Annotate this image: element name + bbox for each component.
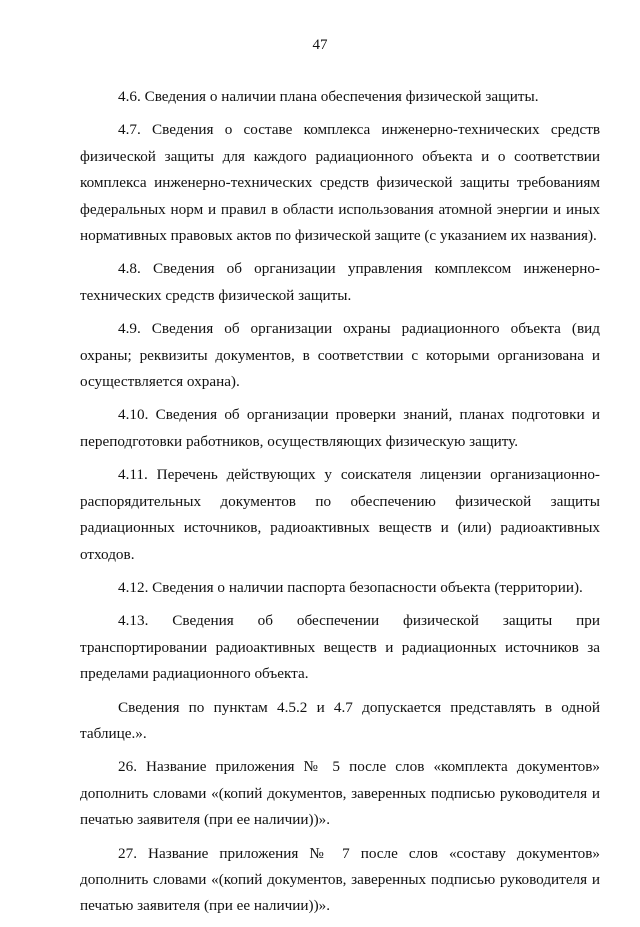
paragraph-note-table: Сведения по пунктам 4.5.2 и 4.7 допускается представлять в одной таблице.». [80,698,600,742]
paragraph-item-27: 27. Название приложения № 7 после слов «составу документов» дополнить словами «(копий документов, заверенных подписью руководителя и печатью заявителя (при ее наличии))». [80,844,600,915]
paragraph-4-7: 4.7. Сведения о составе комплекса инженерно-технических средств физической защиты для каждого радиационного объекта и о соответствии комплекса инженерно-технических средств физической защиты требованиям федеральных норм и правил в области использования атомной энергии и иных нормативных правовых актов по физической защите (с указанием их названия). [80,121,600,245]
paragraph-4-9: 4.9. Сведения об организации охраны радиационного объекта (вид охраны; реквизиты документов, в соответствии с которыми организована и осуществляется охрана). [80,320,600,391]
page-number: 47 [312,37,328,53]
paragraph-4-10: 4.10. Сведения об организации проверки знаний, планах подготовки и переподготовки работников, осуществляющих физическую защиту. [80,406,600,450]
document-body [80,84,600,927]
paragraph-4-8: 4.8. Сведения об организации управления комплексом инженерно-технических средств физической защиты. [80,260,600,304]
paragraph-4-6: 4.6. Сведения о наличии плана обеспечения физической защиты. [118,88,539,105]
paragraph-item-26: 26. Название приложения № 5 после слов «комплекта документов» дополнить словами «(копий документов, заверенных подписью руководителя и печатью заявителя (при ее наличии))». [80,758,600,829]
paragraph-4-11: 4.11. Перечень действующих у соискателя лицензии организационно-распорядительных документов по обеспечению физической защиты радиационных источников, радиоактивных веществ и (или) радиоактивных отходов. [80,466,600,563]
paragraph-4-13: 4.13. Сведения об обеспечении физической защиты при транспортировании радиоактивных веществ и радиационных источников за пределами радиационного объекта. [80,612,600,683]
paragraph-4-12: 4.12. Сведения о наличии паспорта безопасности объекта (территории). [118,578,583,596]
